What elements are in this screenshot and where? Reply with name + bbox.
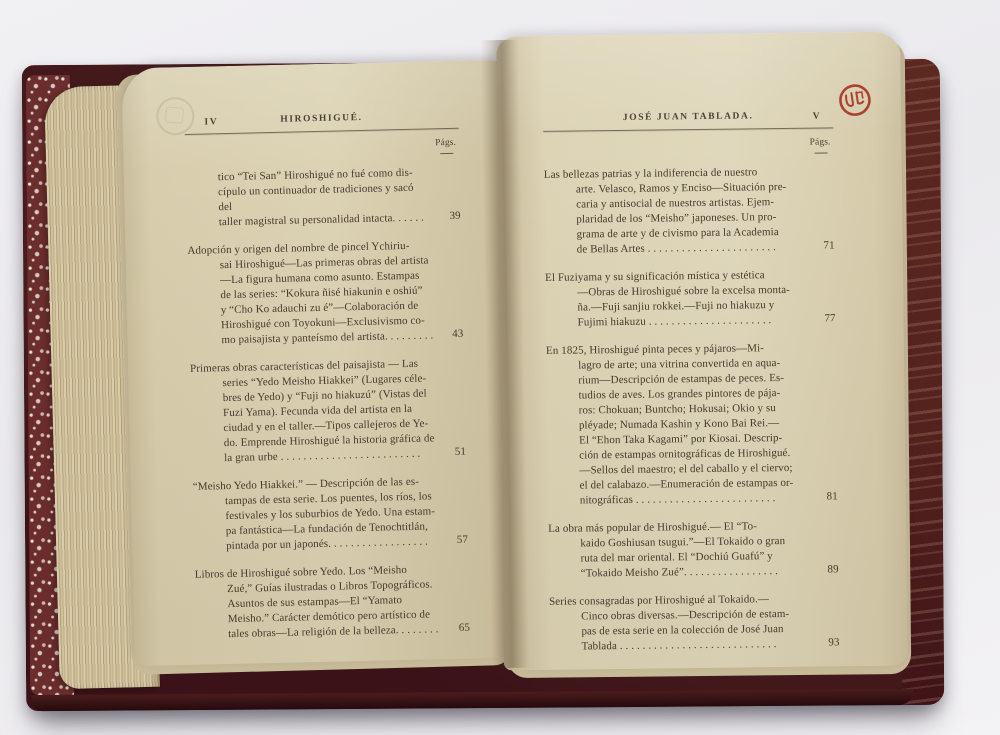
toc-entry-page-number: 77 [824, 312, 836, 325]
toc-entry [544, 164, 835, 258]
toc-entry-text: Primeras obras características del paisajista — Las series “Yedo Meisho Hiakkei” (Lugares céle- bres de Yedo) y “Fuji no hiakuzú” (Vistas del Fuzi Yama). Fecunda vida del artista en la ciudad y en el taller.—Tipos callejeros de Ye- do. Emprende Hiroshigué la historia gráfica de la gran urbe . . . . . . . . . . . . . . . . . . . . . . . . . [189, 357, 435, 465]
toc-entry-text: La obra más popular de Hiroshigué.— El “To- kaido Goshiusan tsugui.”—El Tokaido o gran ruta del mar oriental. El “Dochiú Guafú” y “Tokaido Meisho Zué”. . . . . . . . . . . . . . . . . [548, 520, 786, 580]
toc-entry-page-number: 57 [456, 533, 469, 546]
toc-entry-text: Libros de Hiroshigué sobre Yedo. Los “Meisho Zué,” Guías ilustradas o Libros Topográficos. Asuntos de sus estampas—El “Yamato Meisho.” Carácter demótico pero artístico de tales obras—La religión de la belleza. . . . . . . . [194, 564, 439, 641]
left-page-content [184, 109, 470, 656]
left-page-header [184, 109, 458, 131]
toc-entry-text: Series consagradas por Hiroshigué al Tokaido.— Cinco obras diversas.—Descripción de estam- pas de esta serie en la colección de José Juan Tablada . . . . . . . . . . . . . . . . . . . . . . . . . . . . [548, 593, 790, 653]
right-running-title: JOSÉ JUAN TABLADA. [622, 111, 754, 123]
toc-entry [190, 356, 466, 467]
cover-bottom-edge [32, 689, 913, 711]
toc-entry-text: “Meisho Yedo Hiakkei.” — Descripción de las es- tampas de esta serie. Los puentes, los ríos, los festivales y los suburbios de Yedo. Una estam- pa fantástica—La fundación de Tenochtitlán, pintada por un japonés. . . . . . . . . . . . . . . . . . [192, 475, 436, 553]
toc-entries-left [186, 165, 471, 643]
toc-entry-page-number: 43 [452, 327, 464, 340]
toc-entry-page-number: 65 [458, 621, 471, 634]
pages-column-label: Págs. [185, 136, 459, 160]
left-folio-number: IV [204, 117, 219, 128]
left-running-title: HIROSHIGUÉ. [280, 112, 363, 125]
toc-entry-text: En 1825, Hiroshigué pinta peces y pájaros—Mi- lagro de arte; una vitrina convertida en aqua- rium—Descripción de estampas de peces. Es- tudios de aves. Los grandes pintores de pája- ros: Chokuan; Buntcho; Hokusai; Okio y su pléyade; Numada Kashin y Kono Bai Rei.— El “Ehon Taka Kagami” por Kiosai. Descrip- ción de estampas ornitográficas de Hiroshigué. —Sellos del maestro; el del caballo y el ciervo; el del calabazo.—Enumeración de estampas or- nitográficas . . . . . . . . . . . . . . . . . . . . . . . . . [545, 342, 794, 507]
toc-entry-page-number: 89 [827, 563, 839, 576]
toc-entry [187, 238, 463, 349]
toc-entry-text: tico “Tei San” Hiroshigué no fué como dis- cípulo un continuador de tradiciones y sacó del taller magistral su personalidad intacta. . . . . . [217, 166, 425, 229]
toc-entry-page-number: 51 [454, 445, 467, 458]
toc-entry-page-number: 93 [828, 636, 840, 649]
red-seal-stamp-icon [834, 80, 875, 121]
toc-entries-right [544, 164, 840, 655]
toc-entry [193, 474, 469, 555]
toc-entry-page-number: 81 [826, 490, 838, 503]
toc-entry [549, 591, 840, 655]
pages-column-label: Págs. [543, 135, 833, 157]
toc-entry-text: Las bellezas patrias y la indiferencia de nuestro arte. Velasco, Ramos y Enciso—Situación pre- caria y antisocial de nuestros artistas. Ejem- plaridad de los “Meisho” japoneses. Un pro- grama de arte y de civismo para la Academia de Bellas Artes . . . . . . . . . . . . . . . . . . . . . . . [543, 166, 787, 256]
toc-entry-page-number: 71 [823, 239, 835, 252]
toc-entry [548, 518, 839, 582]
right-folio-number: V [812, 111, 822, 122]
toc-entry [546, 340, 838, 509]
toc-entry [195, 562, 471, 643]
header-rule [543, 127, 833, 132]
right-page-content [543, 108, 840, 668]
right-page [496, 32, 908, 671]
right-page-header [543, 108, 833, 128]
toc-entry [545, 267, 836, 331]
toc-entry-text: Adopción y origen del nombre de pincel Ychiriu- sai Hiroshigué—Las primeras obras del artista —La figura humana como asunto. Estampas de las series: “Kokura ñisé hiakunin e oshiú” y “Cho Ko adauchi zu é”—Colaboración de Hiroshigué con Toyokuni—Exclusivismo co- mo paisajista y panteísmo del artista. . . . . . . . . [187, 239, 434, 347]
left-page [121, 60, 514, 666]
toc-entry-text: El Fuziyama y su significación mística y estética —Obras de Hiroshigué sobre la excelsa monta- ña.—Fuji sanjiu rokkei.—Fuji no hiakuzu y Fujimi hiakuzu . . . . . . . . . . . . . . . . . . . . . . [545, 269, 791, 329]
toc-entry-page-number: 39 [449, 209, 461, 222]
toc-entry [186, 165, 461, 231]
